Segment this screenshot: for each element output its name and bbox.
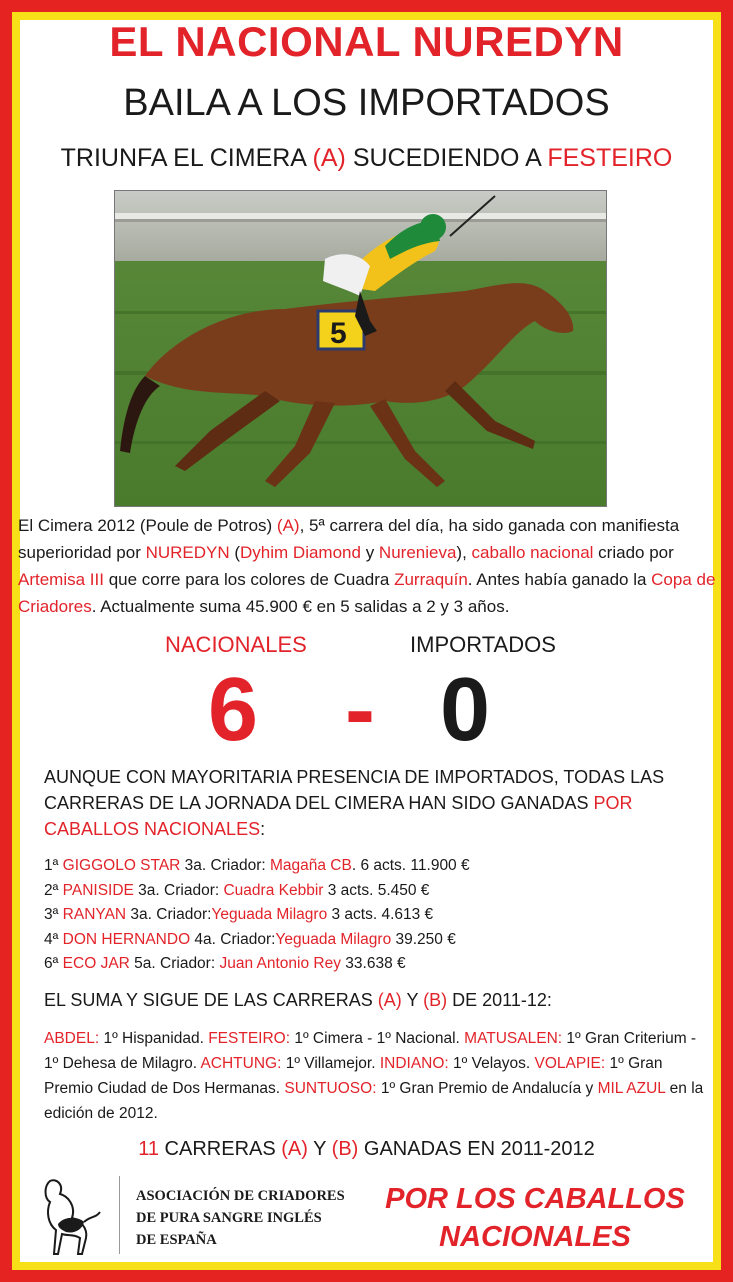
score-nacionales: 6 (208, 660, 259, 760)
result-row: 2ª PANISIDE 3a. Criador: Cuadra Kebbir 3 acts. 5.450 € (44, 881, 430, 899)
score-separator: - (345, 660, 375, 760)
wins-summary: 11 CARRERAS (A) Y (B) GANADAS EN 2011-2012 (138, 1138, 595, 1160)
headline-tagline: TRIUNFA EL CIMERA (A) SUCEDIENDO A FESTEIRO (60, 144, 673, 172)
result-row: 1ª GIGGOLO STAR 3a. Criador: Magaña CB. 6 acts. 11.900 € (44, 857, 470, 874)
result-row: 6ª ECO JAR 5a. Criador: Juan Antonio Rey 33.638 € (44, 955, 406, 972)
headline-title: EL NACIONAL NUREDYN (109, 18, 624, 65)
result-row: 3ª RANYAN 3a. Criador:Yeguada Milagro 3 acts. 4.613 € (44, 906, 434, 923)
result-row: 4ª DON HERNANDO 4a. Criador:Yeguada Milagro 39.250 € (44, 930, 456, 948)
race-photo (114, 190, 607, 507)
score-importados: 0 (440, 660, 491, 760)
footer-divider (119, 1176, 120, 1254)
saddle-number: 5 (330, 317, 347, 350)
story-paragraph: El Cimera 2012 (Poule de Potros) (A), 5ª carrera del día, ha sido ganada con manifiesta superioridad por NUREDYN (Dyhim Diamond y Nurenieva), caballo nacional criado por Artemisa III que corre para los colores de Cuadra Zurraquín. Antes había ganado la Copa de Criadores. Actualmente suma 45.900 € en 5 salidas a 2 y 3 años. (18, 516, 716, 616)
suma-paragraph: ABDEL: 1º Hispanidad. FESTEIRO: 1º Cimera - 1º Nacional. MATUSALEN: 1º Gran Criterium - 1º Dehesa de Milagro. ACHTUNG: 1º Villamejor. INDIANO: 1º Velayos. VOLAPIE: 1º Gran Premio Ciudad de Dos Hermanas. SUNTUOSO: 1º Gran Premio de Andalucía y MIL AZUL en la edición de 2012. (44, 1030, 704, 1122)
results-list (44, 854, 664, 977)
score-label-nacionales: NACIONALES (165, 632, 307, 657)
headline-subtitle: BAILA A LOS IMPORTADOS (123, 82, 610, 124)
suma-heading: EL SUMA Y SIGUE DE LAS CARRERAS (A) Y (B) DE 2011-12: (44, 990, 552, 1010)
score-label-importados: IMPORTADOS (410, 632, 556, 657)
intro-paragraph: AUNQUE CON MAYORITARIA PRESENCIA DE IMPORTADOS, TODAS LAS CARRERAS DE LA JORNADA DEL CIMERA HAN SIDO GANADAS POR CABALLOS NACIONALES: (44, 767, 665, 839)
association-horse-logo (38, 1176, 108, 1256)
slogan: POR LOS CABALLOS NACIONALES (385, 1183, 685, 1253)
association-name: ASOCIACIÓN DE CRIADORES DE PURA SANGRE INGLÉS DE ESPAÑA (136, 1188, 345, 1248)
